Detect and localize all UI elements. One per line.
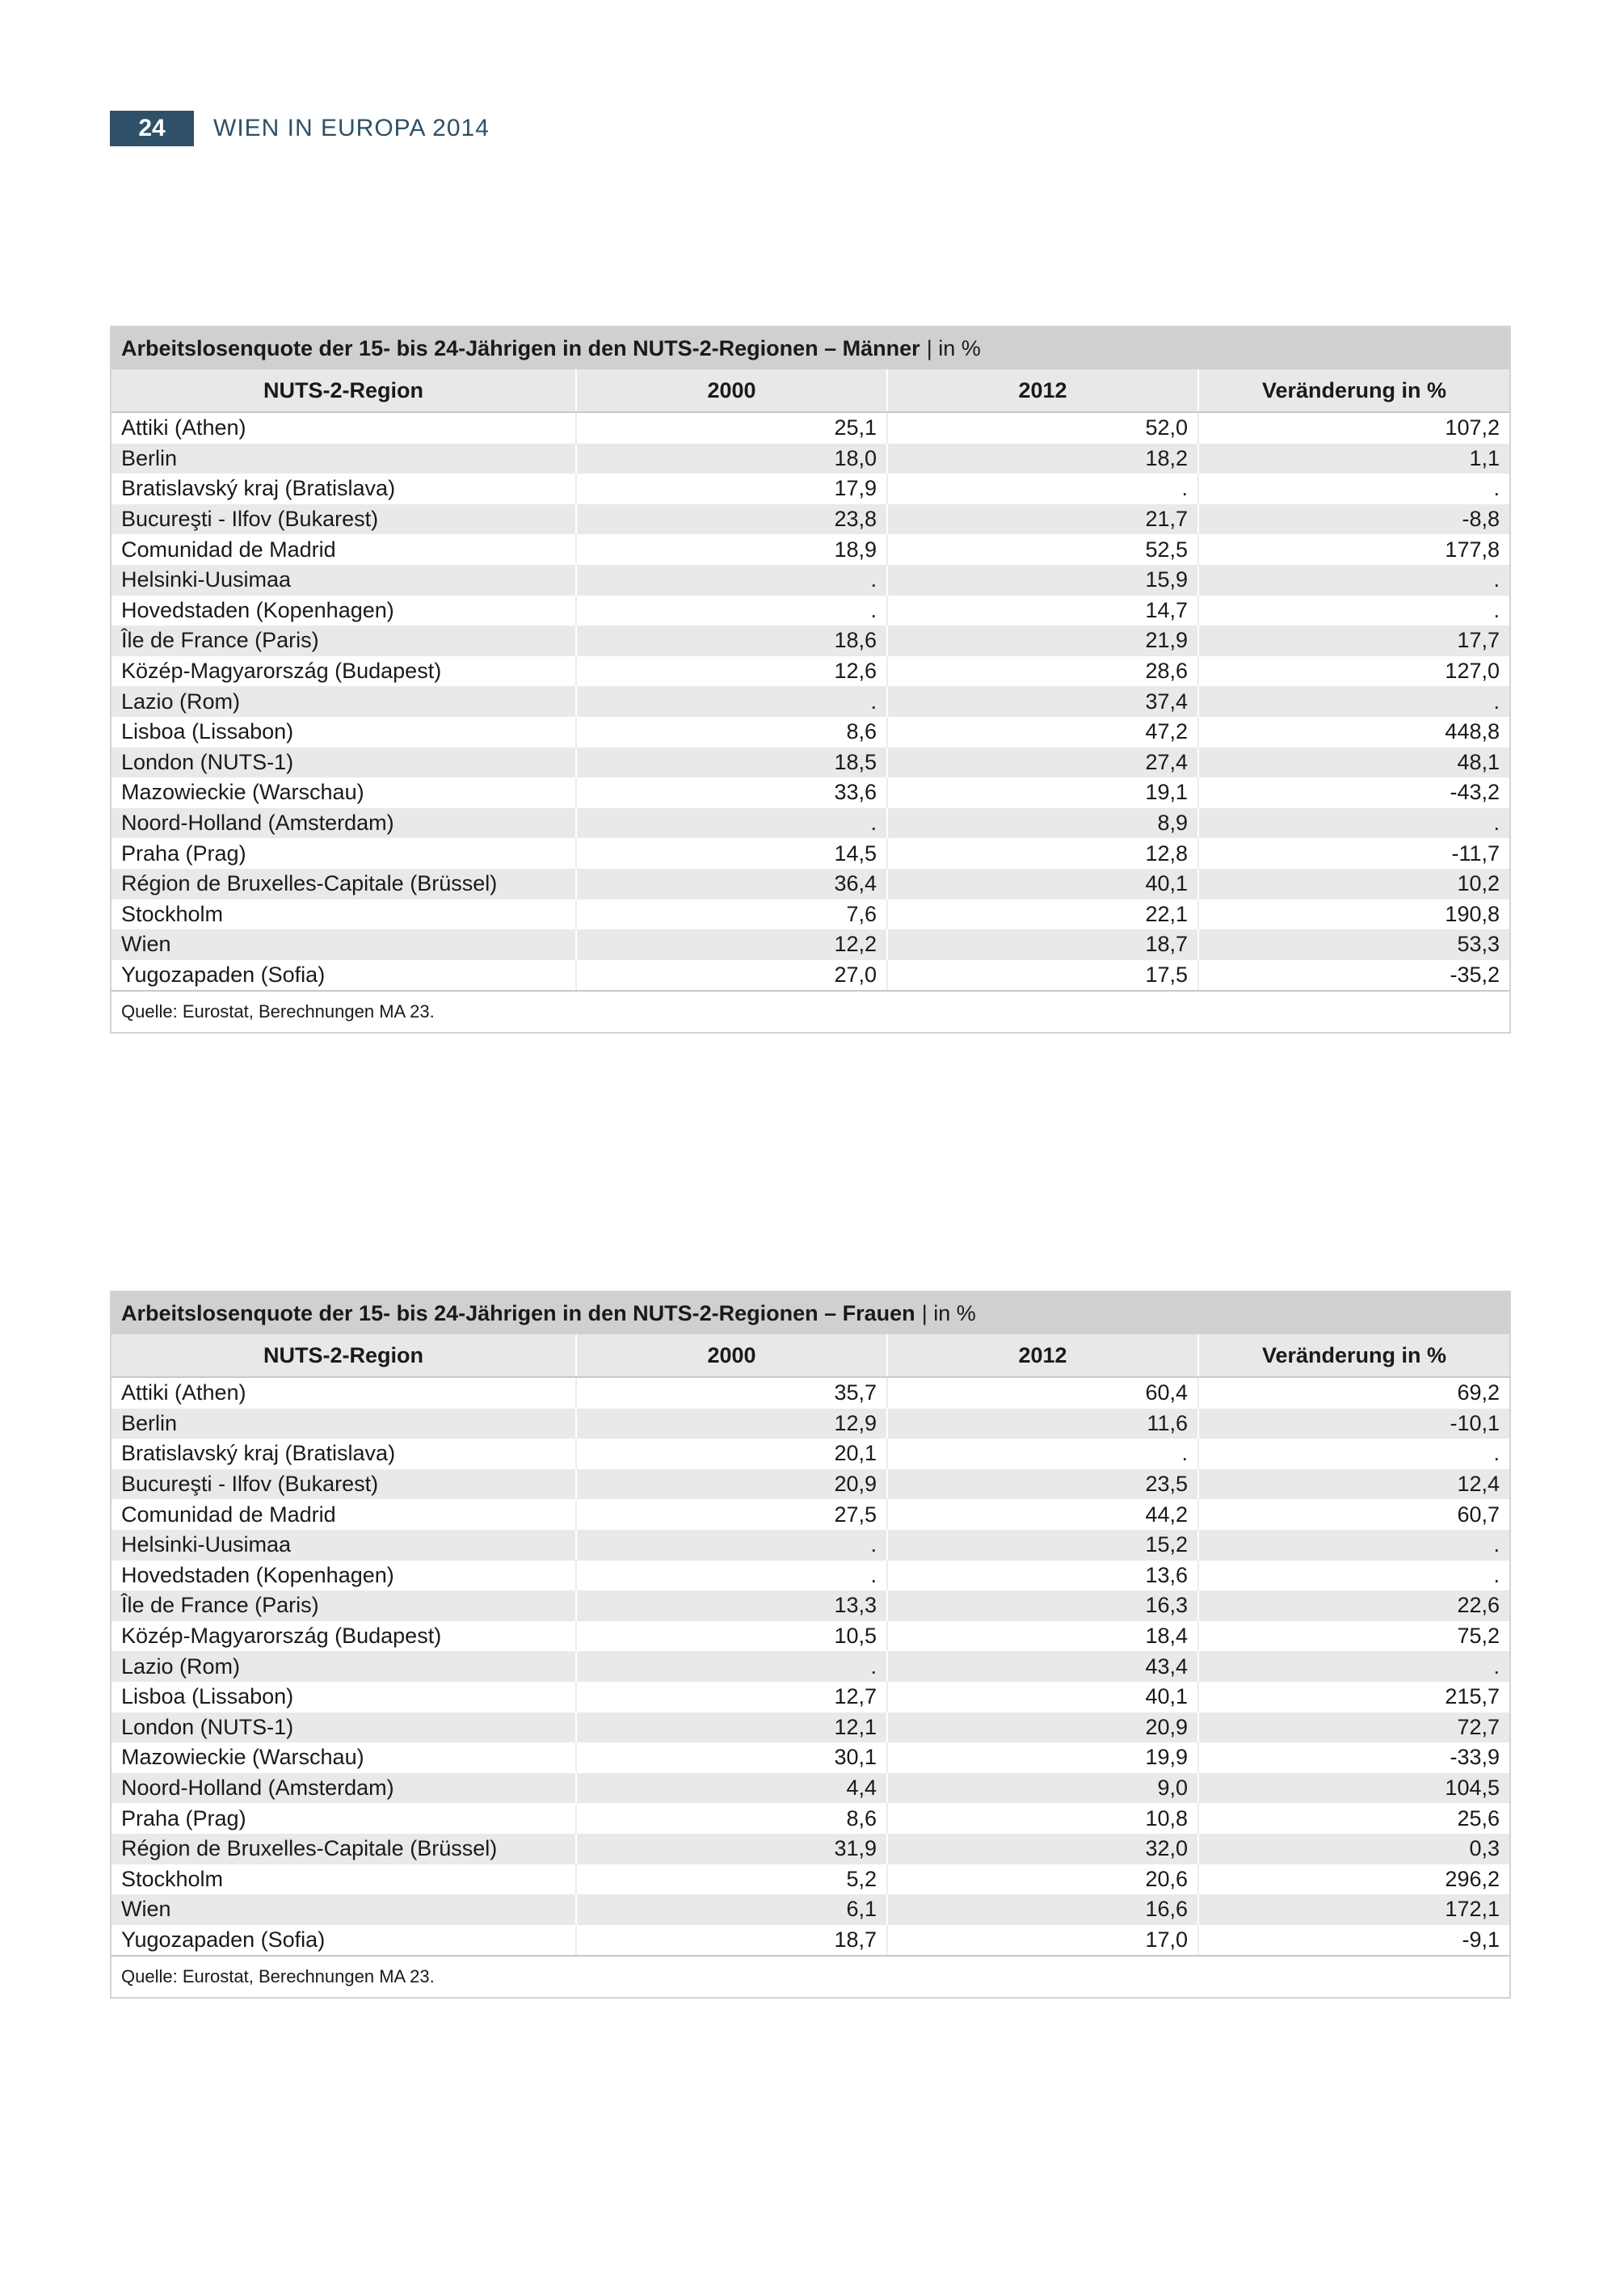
- cell-region: Île de France (Paris): [112, 626, 576, 656]
- table-caption: [112, 327, 1509, 369]
- cell-2012: 11,6: [887, 1409, 1198, 1439]
- cell-2000: .: [576, 1561, 887, 1591]
- cell-2012: 18,2: [887, 444, 1198, 474]
- cell-change: .: [1198, 474, 1509, 504]
- cell-2000: 8,6: [576, 1803, 887, 1834]
- data-table: [112, 1334, 1509, 1955]
- table-row: [112, 1590, 1509, 1621]
- cell-region: Mazowieckie (Warschau): [112, 1742, 576, 1773]
- cell-2000: 33,6: [576, 777, 887, 808]
- table-row: [112, 534, 1509, 565]
- table-row: [112, 626, 1509, 656]
- cell-region: Praha (Prag): [112, 1803, 576, 1834]
- cell-2012: 15,2: [887, 1530, 1198, 1561]
- cell-2000: 27,0: [576, 960, 887, 991]
- table-row: [112, 596, 1509, 626]
- column-header-2000: 2000: [576, 1334, 887, 1377]
- cell-change: 104,5: [1198, 1773, 1509, 1804]
- cell-region: Bucureşti - Ilfov (Bukarest): [112, 1469, 576, 1500]
- cell-2000: 5,2: [576, 1864, 887, 1895]
- table-row: [112, 412, 1509, 444]
- cell-region: Yugozapaden (Sofia): [112, 960, 576, 991]
- table-row: [112, 1621, 1509, 1652]
- table-caption-title: Arbeitslosenquote der 15- bis 24-Jährigen in den NUTS-2-Regionen – Frauen: [121, 1300, 915, 1325]
- column-header-2000: 2000: [576, 369, 887, 412]
- cell-change: .: [1198, 686, 1509, 717]
- cell-change: -9,1: [1198, 1925, 1509, 1956]
- cell-region: Bucureşti - Ilfov (Bukarest): [112, 504, 576, 535]
- cell-region: Comunidad de Madrid: [112, 534, 576, 565]
- column-header-region: NUTS-2-Region: [112, 369, 576, 412]
- cell-2012: 9,0: [887, 1773, 1198, 1804]
- cell-2012: 18,7: [887, 929, 1198, 960]
- cell-change: .: [1198, 1530, 1509, 1561]
- table-row: [112, 1561, 1509, 1591]
- cell-2012: 22,1: [887, 899, 1198, 930]
- cell-2012: 20,6: [887, 1864, 1198, 1895]
- cell-change: 107,2: [1198, 412, 1509, 444]
- table-row: [112, 929, 1509, 960]
- cell-2012: 19,9: [887, 1742, 1198, 1773]
- cell-region: Berlin: [112, 444, 576, 474]
- cell-region: Praha (Prag): [112, 838, 576, 869]
- cell-2000: 18,9: [576, 534, 887, 565]
- cell-region: Noord-Holland (Amsterdam): [112, 808, 576, 839]
- table-row: [112, 444, 1509, 474]
- cell-2000: 13,3: [576, 1590, 887, 1621]
- cell-region: Yugozapaden (Sofia): [112, 1925, 576, 1956]
- table-source: Quelle: Eurostat, Berechnungen MA 23.: [112, 1955, 1509, 1997]
- table-row: [112, 1925, 1509, 1956]
- table-row: [112, 777, 1509, 808]
- cell-change: 172,1: [1198, 1894, 1509, 1925]
- cell-2000: .: [576, 808, 887, 839]
- table-caption-unit: | in %: [921, 1300, 976, 1325]
- cell-2012: 15,9: [887, 565, 1198, 596]
- data-table: [112, 369, 1509, 990]
- cell-change: 69,2: [1198, 1377, 1509, 1409]
- cell-2012: 16,3: [887, 1590, 1198, 1621]
- cell-region: Lisboa (Lissabon): [112, 717, 576, 748]
- cell-2012: .: [887, 474, 1198, 504]
- cell-2012: 23,5: [887, 1469, 1198, 1500]
- cell-region: Stockholm: [112, 899, 576, 930]
- cell-2012: 60,4: [887, 1377, 1198, 1409]
- cell-change: 0,3: [1198, 1834, 1509, 1864]
- cell-region: Mazowieckie (Warschau): [112, 777, 576, 808]
- cell-change: .: [1198, 565, 1509, 596]
- cell-2012: .: [887, 1439, 1198, 1469]
- cell-region: Comunidad de Madrid: [112, 1499, 576, 1530]
- table-row: [112, 504, 1509, 535]
- cell-2012: 21,7: [887, 504, 1198, 535]
- cell-2000: .: [576, 1651, 887, 1682]
- cell-2000: 6,1: [576, 1894, 887, 1925]
- cell-change: 215,7: [1198, 1682, 1509, 1713]
- table-row: [112, 1682, 1509, 1713]
- cell-2000: 18,0: [576, 444, 887, 474]
- cell-region: London (NUTS-1): [112, 1713, 576, 1743]
- cell-region: London (NUTS-1): [112, 748, 576, 778]
- cell-change: 75,2: [1198, 1621, 1509, 1652]
- cell-change: 296,2: [1198, 1864, 1509, 1895]
- table-row: [112, 748, 1509, 778]
- cell-2000: 25,1: [576, 412, 887, 444]
- cell-region: Attiki (Athen): [112, 1377, 576, 1409]
- cell-region: Lazio (Rom): [112, 686, 576, 717]
- cell-2000: .: [576, 1530, 887, 1561]
- cell-2000: 14,5: [576, 838, 887, 869]
- cell-2012: 40,1: [887, 1682, 1198, 1713]
- cell-2000: 12,7: [576, 1682, 887, 1713]
- cell-change: 448,8: [1198, 717, 1509, 748]
- cell-change: -43,2: [1198, 777, 1509, 808]
- cell-change: -10,1: [1198, 1409, 1509, 1439]
- cell-2012: 32,0: [887, 1834, 1198, 1864]
- table-row: [112, 1713, 1509, 1743]
- cell-2012: 17,0: [887, 1925, 1198, 1956]
- table-row: [112, 869, 1509, 899]
- cell-2012: 12,8: [887, 838, 1198, 869]
- table-row: [112, 899, 1509, 930]
- cell-2012: 8,9: [887, 808, 1198, 839]
- table-row: [112, 960, 1509, 991]
- cell-2000: 12,1: [576, 1713, 887, 1743]
- cell-change: 127,0: [1198, 656, 1509, 687]
- cell-region: Bratislavský kraj (Bratislava): [112, 474, 576, 504]
- table-row: [112, 1377, 1509, 1409]
- table-row: [112, 1834, 1509, 1864]
- cell-2012: 40,1: [887, 869, 1198, 899]
- cell-change: 177,8: [1198, 534, 1509, 565]
- page-number: 24: [110, 111, 194, 146]
- cell-2000: .: [576, 686, 887, 717]
- cell-region: Wien: [112, 929, 576, 960]
- cell-change: 60,7: [1198, 1499, 1509, 1530]
- table-row: [112, 1409, 1509, 1439]
- column-header-2012: 2012: [887, 369, 1198, 412]
- cell-region: Région de Bruxelles-Capitale (Brüssel): [112, 1834, 576, 1864]
- cell-change: -11,7: [1198, 838, 1509, 869]
- cell-2000: 12,9: [576, 1409, 887, 1439]
- cell-2012: 47,2: [887, 717, 1198, 748]
- cell-2000: 36,4: [576, 869, 887, 899]
- table-row: [112, 838, 1509, 869]
- table-caption: [112, 1292, 1509, 1334]
- table-row: [112, 1894, 1509, 1925]
- table-row: [112, 656, 1509, 687]
- cell-2000: 35,7: [576, 1377, 887, 1409]
- table-caption-unit: | in %: [926, 335, 981, 360]
- cell-change: -35,2: [1198, 960, 1509, 991]
- cell-change: -33,9: [1198, 1742, 1509, 1773]
- cell-region: Bratislavský kraj (Bratislava): [112, 1439, 576, 1469]
- table-row: [112, 717, 1509, 748]
- cell-region: Noord-Holland (Amsterdam): [112, 1773, 576, 1804]
- cell-2012: 44,2: [887, 1499, 1198, 1530]
- cell-change: 48,1: [1198, 748, 1509, 778]
- table-row: [112, 1530, 1509, 1561]
- column-header-region: NUTS-2-Region: [112, 1334, 576, 1377]
- cell-change: 10,2: [1198, 869, 1509, 899]
- cell-2000: 4,4: [576, 1773, 887, 1804]
- cell-change: 53,3: [1198, 929, 1509, 960]
- cell-2012: 18,4: [887, 1621, 1198, 1652]
- table-row: [112, 565, 1509, 596]
- cell-region: Attiki (Athen): [112, 412, 576, 444]
- cell-change: 25,6: [1198, 1803, 1509, 1834]
- table-row: [112, 1803, 1509, 1834]
- cell-2000: 20,9: [576, 1469, 887, 1500]
- table-caption-title: Arbeitslosenquote der 15- bis 24-Jährigen in den NUTS-2-Regionen – Männer: [121, 335, 920, 360]
- table-row: [112, 1742, 1509, 1773]
- table-row: [112, 686, 1509, 717]
- cell-2000: .: [576, 565, 887, 596]
- column-header-2012: 2012: [887, 1334, 1198, 1377]
- cell-2012: 13,6: [887, 1561, 1198, 1591]
- cell-region: Lazio (Rom): [112, 1651, 576, 1682]
- table-row: [112, 1864, 1509, 1895]
- cell-region: Közép-Magyarország (Budapest): [112, 656, 576, 687]
- cell-2012: 17,5: [887, 960, 1198, 991]
- cell-region: Stockholm: [112, 1864, 576, 1895]
- cell-2000: 31,9: [576, 1834, 887, 1864]
- cell-change: .: [1198, 1561, 1509, 1591]
- table-row: [112, 1469, 1509, 1500]
- cell-2012: 19,1: [887, 777, 1198, 808]
- cell-2012: 21,9: [887, 626, 1198, 656]
- cell-region: Hovedstaden (Kopenhagen): [112, 1561, 576, 1591]
- cell-2012: 16,6: [887, 1894, 1198, 1925]
- cell-2012: 52,5: [887, 534, 1198, 565]
- header-row: [112, 1334, 1509, 1377]
- cell-2012: 43,4: [887, 1651, 1198, 1682]
- cell-2012: 10,8: [887, 1803, 1198, 1834]
- cell-2000: 18,5: [576, 748, 887, 778]
- table-row: [112, 808, 1509, 839]
- cell-2012: 20,9: [887, 1713, 1198, 1743]
- cell-region: Hovedstaden (Kopenhagen): [112, 596, 576, 626]
- cell-2000: 12,2: [576, 929, 887, 960]
- document-title: WIEN IN EUROPA 2014: [213, 115, 490, 141]
- cell-change: .: [1198, 596, 1509, 626]
- cell-2000: 30,1: [576, 1742, 887, 1773]
- cell-2000: 20,1: [576, 1439, 887, 1469]
- cell-change: 1,1: [1198, 444, 1509, 474]
- table-row: [112, 1651, 1509, 1682]
- cell-2000: 17,9: [576, 474, 887, 504]
- table-row: [112, 1773, 1509, 1804]
- page-header: [110, 111, 490, 146]
- cell-region: Wien: [112, 1894, 576, 1925]
- cell-2000: 18,7: [576, 1925, 887, 1956]
- cell-region: Helsinki-Uusimaa: [112, 565, 576, 596]
- cell-2012: 28,6: [887, 656, 1198, 687]
- cell-region: Közép-Magyarország (Budapest): [112, 1621, 576, 1652]
- cell-2000: 7,6: [576, 899, 887, 930]
- header-row: [112, 369, 1509, 412]
- cell-change: .: [1198, 1439, 1509, 1469]
- cell-change: .: [1198, 808, 1509, 839]
- cell-2012: 14,7: [887, 596, 1198, 626]
- cell-2000: 23,8: [576, 504, 887, 535]
- column-header-change: Veränderung in %: [1198, 1334, 1509, 1377]
- cell-change: -8,8: [1198, 504, 1509, 535]
- table-maenner: [110, 326, 1511, 1034]
- cell-2000: 10,5: [576, 1621, 887, 1652]
- table-frauen: [110, 1291, 1511, 1999]
- cell-2000: 8,6: [576, 717, 887, 748]
- cell-2000: 18,6: [576, 626, 887, 656]
- cell-2012: 52,0: [887, 412, 1198, 444]
- cell-region: Région de Bruxelles-Capitale (Brüssel): [112, 869, 576, 899]
- cell-change: 22,6: [1198, 1590, 1509, 1621]
- cell-2012: 27,4: [887, 748, 1198, 778]
- table-row: [112, 1439, 1509, 1469]
- cell-region: Helsinki-Uusimaa: [112, 1530, 576, 1561]
- cell-region: Lisboa (Lissabon): [112, 1682, 576, 1713]
- cell-change: 17,7: [1198, 626, 1509, 656]
- table-row: [112, 1499, 1509, 1530]
- cell-2000: 12,6: [576, 656, 887, 687]
- cell-2012: 37,4: [887, 686, 1198, 717]
- table-source: Quelle: Eurostat, Berechnungen MA 23.: [112, 990, 1509, 1032]
- cell-change: 190,8: [1198, 899, 1509, 930]
- cell-region: Berlin: [112, 1409, 576, 1439]
- cell-change: .: [1198, 1651, 1509, 1682]
- cell-2000: .: [576, 596, 887, 626]
- cell-2000: 27,5: [576, 1499, 887, 1530]
- cell-change: 12,4: [1198, 1469, 1509, 1500]
- cell-region: Île de France (Paris): [112, 1590, 576, 1621]
- table-row: [112, 474, 1509, 504]
- cell-change: 72,7: [1198, 1713, 1509, 1743]
- column-header-change: Veränderung in %: [1198, 369, 1509, 412]
